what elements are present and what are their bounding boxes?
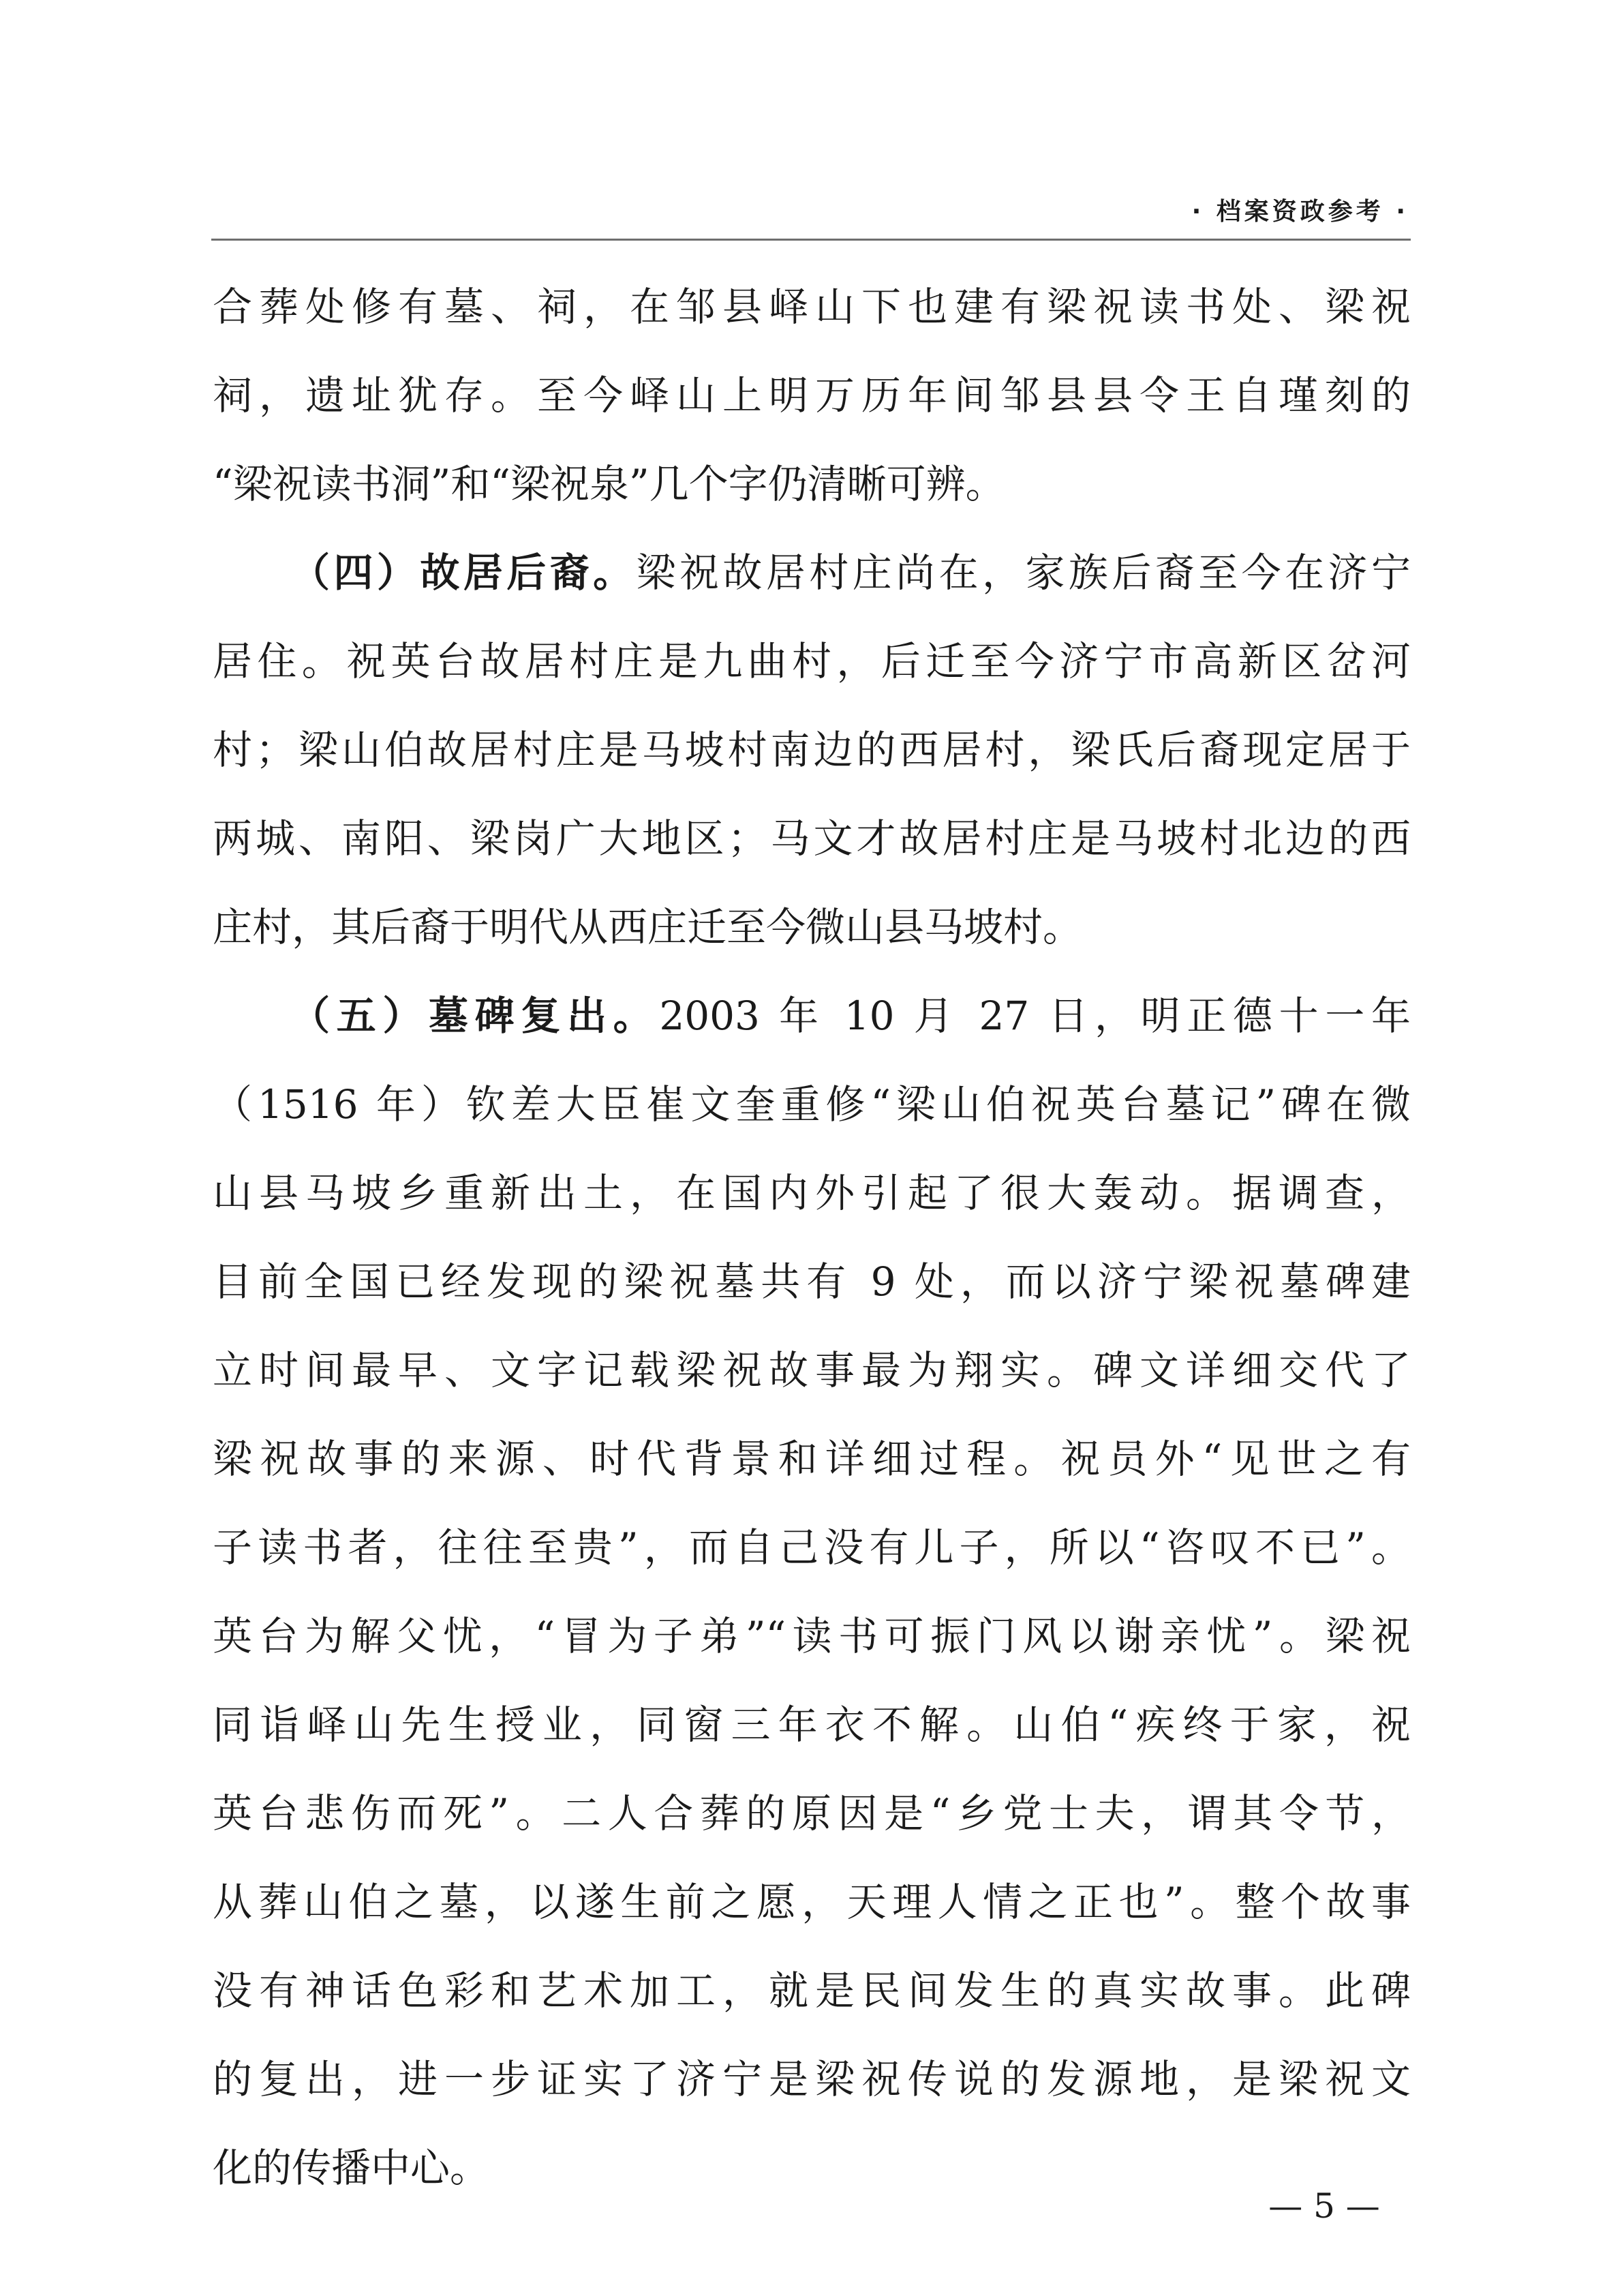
paragraph-five-first-line [290, 971, 1411, 1060]
text-line: 梁祝故事的来源、时代背景和详细过程。祝员外“见世之有 [213, 1436, 1411, 1482]
section-heading-four: （四）故居后裔。 [290, 549, 637, 596]
text-line: 庄村，其后裔于明代从西庄迁至今微山县马坡村。 [213, 904, 1083, 950]
text-line: 同诣峄山先生授业，同窗三年衣不解。山伯“疾终于家，祝 [213, 1702, 1411, 1748]
paragraph-four-first-line [290, 528, 1411, 617]
text-line: 山县马坡乡重新出土，在国内外引起了很大轰动。据调查， [213, 1170, 1411, 1216]
text-line: 化的传播中心。 [213, 2145, 490, 2191]
text-line: 子读书者，往往至贵”，而自己没有儿子，所以“咨叹不已”。 [213, 1524, 1411, 1571]
section-heading-five: （五）墓碑复出。 [290, 993, 660, 1039]
page-number: — 5 — [1268, 2186, 1380, 2226]
text-line: 立时间最早、文字记载梁祝故事最为翔实。碑文详细交代了 [213, 1347, 1411, 1393]
text-line: 村；梁山伯故居村庄是马坡村南边的西居村，梁氏后裔现定居于 [213, 727, 1411, 773]
text-line: 两城、南阳、梁岗广大地区；马文才故居村庄是马坡村北边的西 [213, 815, 1411, 862]
text-line: 的复出，进一步证实了济宁是梁祝传说的发源地，是梁祝文 [213, 2056, 1411, 2102]
text-span: 梁祝故居村庄尚在，家族后裔至今在济宁 [636, 549, 1411, 596]
text-line: 英台悲伤而死”。二人合葬的原因是“乡党士夫，谓其令节， [213, 1790, 1411, 1837]
text-line: 祠，遗址犹存。至今峄山上明万历年间邹县县令王自瑾刻的 [213, 372, 1411, 419]
text-line: 英台为解父忧，“冒为子弟”“读书可振门风以谢亲忧”。梁祝 [213, 1613, 1411, 1659]
text-line: “梁祝读书洞”和“梁祝泉”几个字仍清晰可辨。 [213, 461, 1005, 507]
text-line: 居住。祝英台故居村庄是九曲村，后迁至今济宁市高新区岔河 [213, 638, 1411, 684]
text-line: 目前全国已经发现的梁祝墓共有 9 处，而以济宁梁祝墓碑建 [213, 1258, 1411, 1305]
running-header: · 档案资政参考 · [1191, 198, 1409, 226]
text-line: 合葬处修有墓、祠，在邹县峄山下也建有梁祝读书处、梁祝 [213, 284, 1411, 330]
text-span: 2003 年 10 月 27 日，明正德十一年 [659, 993, 1411, 1039]
text-line: 没有神话色彩和艺术加工，就是民间发生的真实故事。此碑 [213, 1967, 1411, 2014]
header-rule [211, 239, 1411, 241]
text-line: 从葬山伯之墓，以遂生前之愿，天理人情之正也”。整个故事 [213, 1879, 1411, 1925]
text-line: （1516 年）钦差大臣崔文奎重修“梁山伯祝英台墓记”碑在微 [213, 1081, 1411, 1128]
